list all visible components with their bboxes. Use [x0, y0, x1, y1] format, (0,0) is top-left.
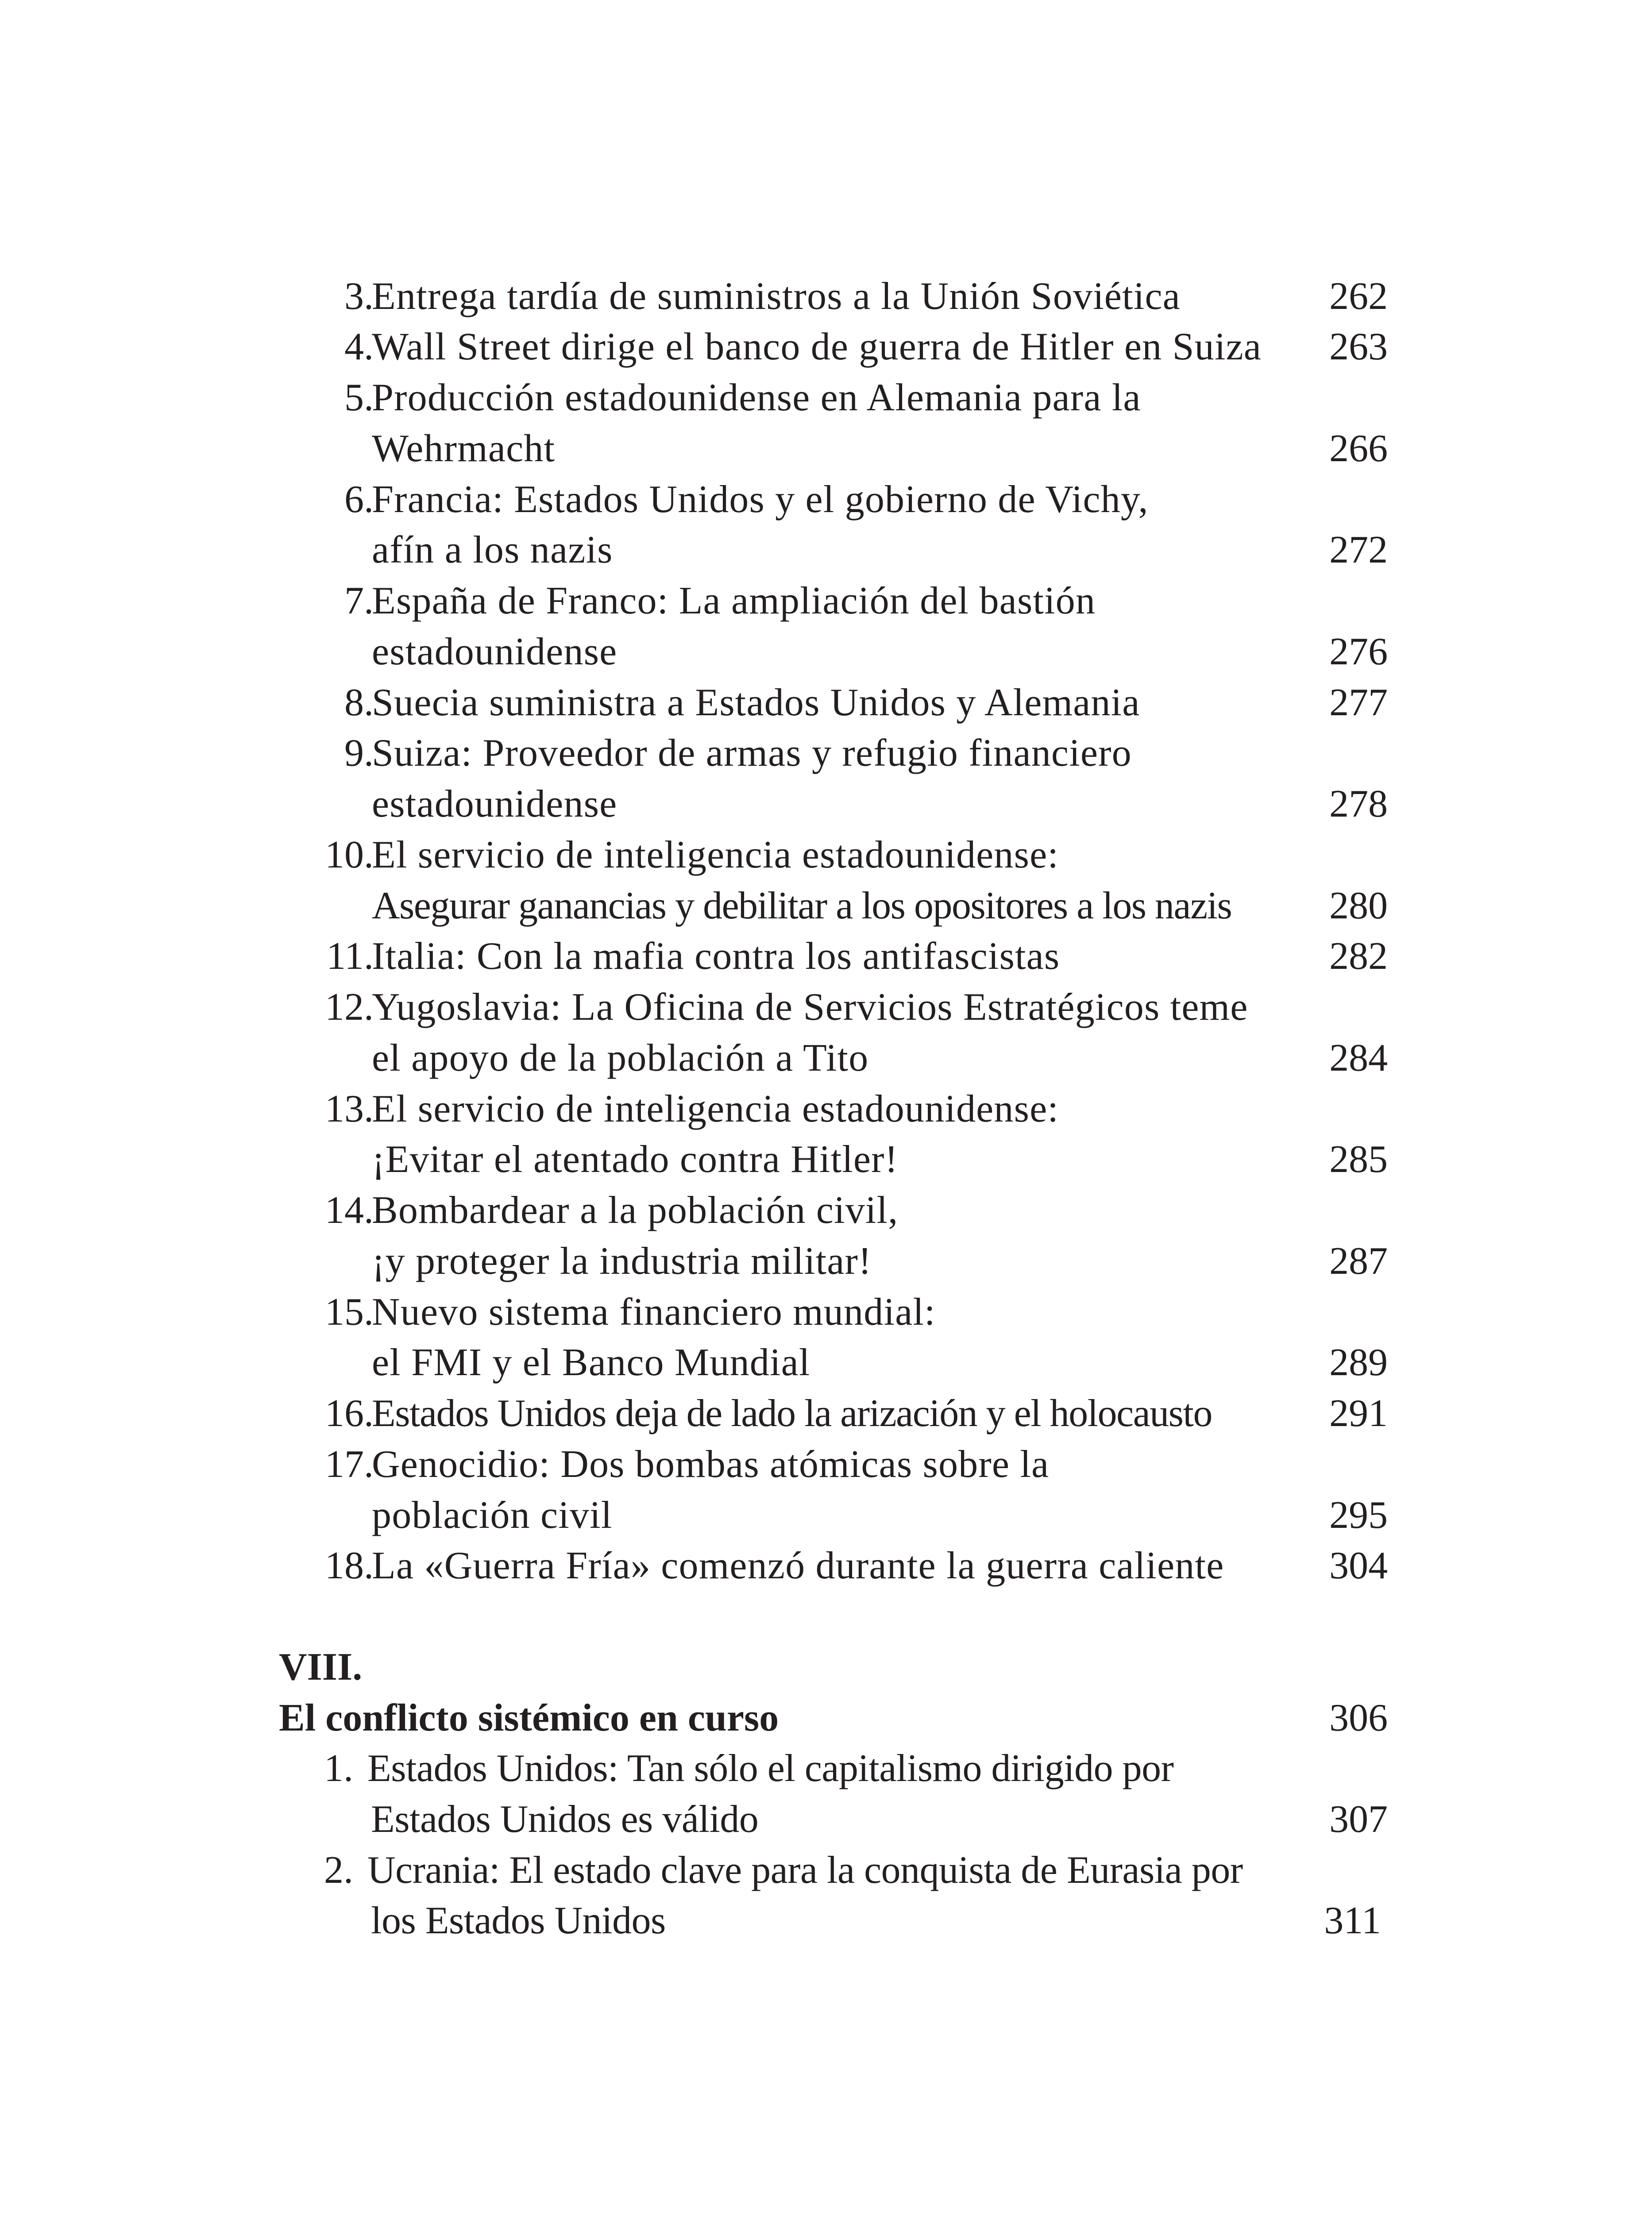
entry-title-line: Asegurar ganancias y debilitar a los opositores a los nazis: [372, 884, 1232, 927]
entry-page-number: 289: [1329, 1341, 1388, 1384]
entry-number: 15.: [325, 1291, 374, 1334]
entry-title-line: España de Franco: La ampliación del bastión: [372, 579, 1096, 622]
entry-title-line: ¡Evitar el atentado contra Hitler!: [372, 1138, 899, 1181]
entry-page-number: 307: [1329, 1798, 1388, 1841]
entry-title-line: Bombardear a la población civil,: [372, 1189, 899, 1232]
entry-page-number: 311: [1324, 1899, 1381, 1942]
entry-number: 2.: [324, 1849, 353, 1892]
entry-title-line: Estados Unidos es válido: [371, 1798, 759, 1841]
entry-title-line: ¡y proteger la industria militar!: [372, 1240, 872, 1283]
entry-title-line: el FMI y el Banco Mundial: [372, 1341, 811, 1384]
entry-title-line: Genocidio: Dos bombas atómicas sobre la: [372, 1443, 1050, 1486]
entry-title-line: Nuevo sistema financiero mundial:: [372, 1291, 936, 1334]
entry-number: 16.: [325, 1392, 374, 1435]
entry-page-number: 282: [1329, 935, 1388, 978]
chapter-title: El conflicto sistémico en curso: [279, 1696, 779, 1739]
chapter-page-number: 306: [1329, 1696, 1388, 1739]
entry-title-line: El servicio de inteligencia estadounidense:: [372, 1087, 1059, 1130]
entry-title-line: Producción estadounidense en Alemania para la: [372, 376, 1141, 419]
entry-number: 10.: [325, 833, 374, 876]
entry-number: 11.: [326, 935, 374, 978]
entry-page-number: 276: [1329, 630, 1388, 673]
entry-title-line: El servicio de inteligencia estadounidense:: [372, 833, 1059, 876]
entry-title-line: Suiza: Proveedor de armas y refugio financiero: [372, 732, 1132, 775]
entry-number: 8.: [344, 681, 374, 724]
entry-number: 4.: [344, 325, 374, 368]
entry-number: 9.: [344, 732, 374, 775]
entry-page-number: 295: [1329, 1494, 1388, 1537]
entry-number: 3.: [344, 275, 374, 318]
entry-page-number: 280: [1329, 884, 1388, 927]
entry-page-number: 263: [1329, 325, 1388, 368]
entry-number: 7.: [344, 579, 374, 622]
entry-title-line: Francia: Estados Unidos y el gobierno de Vichy,: [372, 478, 1149, 521]
entry-title-line: Wall Street dirige el banco de guerra de Hitler en Suiza: [372, 325, 1262, 368]
entry-number: 6.: [344, 478, 374, 521]
entry-title-line: Suecia suministra a Estados Unidos y Alemania: [372, 681, 1140, 724]
entry-title-line: el apoyo de la población a Tito: [372, 1037, 869, 1080]
entry-title-line: Estados Unidos: Tan sólo el capitalismo dirigido por: [367, 1747, 1174, 1790]
entry-page-number: 262: [1329, 275, 1388, 318]
entry-title-line: Yugoslavia: La Oficina de Servicios Estratégicos teme: [372, 986, 1248, 1029]
entry-number: 18.: [325, 1544, 374, 1587]
entry-page-number: 287: [1329, 1240, 1388, 1283]
entry-number: 12.: [325, 986, 374, 1029]
entry-title-line: Entrega tardía de suministros a la Unión Soviética: [372, 275, 1181, 318]
entry-title-line: La «Guerra Fría» comenzó durante la guerra caliente: [372, 1544, 1224, 1587]
entry-page-number: 285: [1329, 1138, 1388, 1181]
entry-title-line: Estados Unidos deja de lado la arización y el holocausto: [372, 1392, 1212, 1435]
entry-page-number: 278: [1329, 783, 1388, 825]
entry-page-number: 304: [1329, 1544, 1388, 1587]
entry-page-number: 272: [1329, 528, 1388, 571]
chapter-number: VIII.: [279, 1646, 363, 1689]
entry-number: 14.: [325, 1189, 374, 1232]
entry-page-number: 284: [1329, 1037, 1388, 1080]
entry-title-line: estadounidense: [372, 783, 618, 825]
entry-number: 1.: [324, 1747, 353, 1790]
entry-title-line: Wehrmacht: [372, 427, 556, 470]
entry-page-number: 266: [1329, 427, 1388, 470]
entry-number: 17.: [325, 1443, 374, 1486]
entry-title-line: afín a los nazis: [372, 528, 613, 571]
entry-title-line: población civil: [372, 1494, 613, 1537]
entry-number: 13.: [325, 1087, 374, 1130]
entry-title-line: Ucrania: El estado clave para la conquista de Eurasia por: [367, 1849, 1243, 1892]
entry-title-line: Italia: Con la mafia contra los antifascistas: [372, 935, 1060, 978]
entry-page-number: 291: [1329, 1392, 1388, 1435]
entry-page-number: 277: [1329, 681, 1388, 724]
entry-number: 5.: [344, 376, 374, 419]
entry-title-line: los Estados Unidos: [371, 1899, 666, 1942]
entry-title-line: estadounidense: [372, 630, 618, 673]
